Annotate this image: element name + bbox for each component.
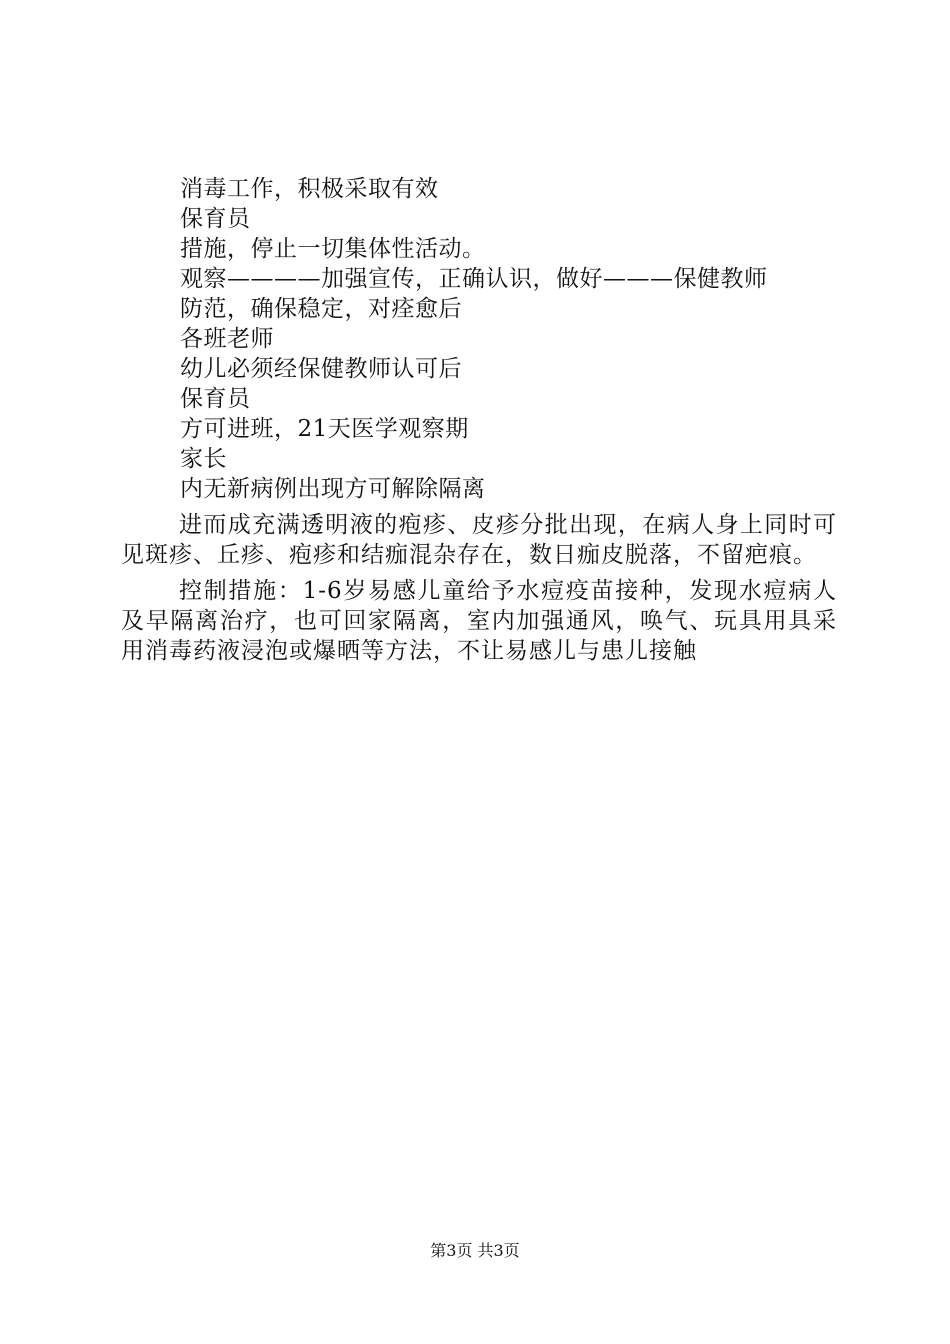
paragraph-control-measures: 控制措施：1-6岁易感儿童给予水痘疫苗接种，发现水痘病人及早隔离治疗，也可回家隔离，室内加强通风，唤气、玩具用具采用消毒药液浸泡或爆晒等方法，不让易感儿与患儿接触 xyxy=(121,578,837,664)
text-line: 防范，确保稳定，对痊愈后 xyxy=(180,296,462,322)
text-line: 家长 xyxy=(180,446,227,472)
text-line: 幼儿必须经保健教师认可后 xyxy=(180,356,462,382)
text-line: 方可进班，21天医学观察期 xyxy=(180,416,469,442)
text-line: 消毒工作，积极采取有效 xyxy=(180,176,439,202)
body-paragraphs xyxy=(121,510,837,672)
page-footer: 第3页 共3页 xyxy=(430,1241,520,1260)
text-line: 内无新病例出现方可解除隔离 xyxy=(180,476,486,502)
paragraph-symptoms: 进而成充满透明液的疱疹、皮疹分批出现，在病人身上同时可见斑疹、丘疹、疱疹和结痂混杂存在，数日痂皮脱落，不留疤痕。 xyxy=(121,512,837,568)
text-line: 各班老师 xyxy=(180,326,274,352)
short-lines-block xyxy=(180,174,840,504)
text-line: 保育员 xyxy=(180,386,251,412)
text-line: 措施，停止一切集体性活动。 xyxy=(180,236,486,262)
text-line: 保育员 xyxy=(180,206,251,232)
text-line: 观察————加强宣传，正确认识，做好———保健教师 xyxy=(180,266,768,292)
